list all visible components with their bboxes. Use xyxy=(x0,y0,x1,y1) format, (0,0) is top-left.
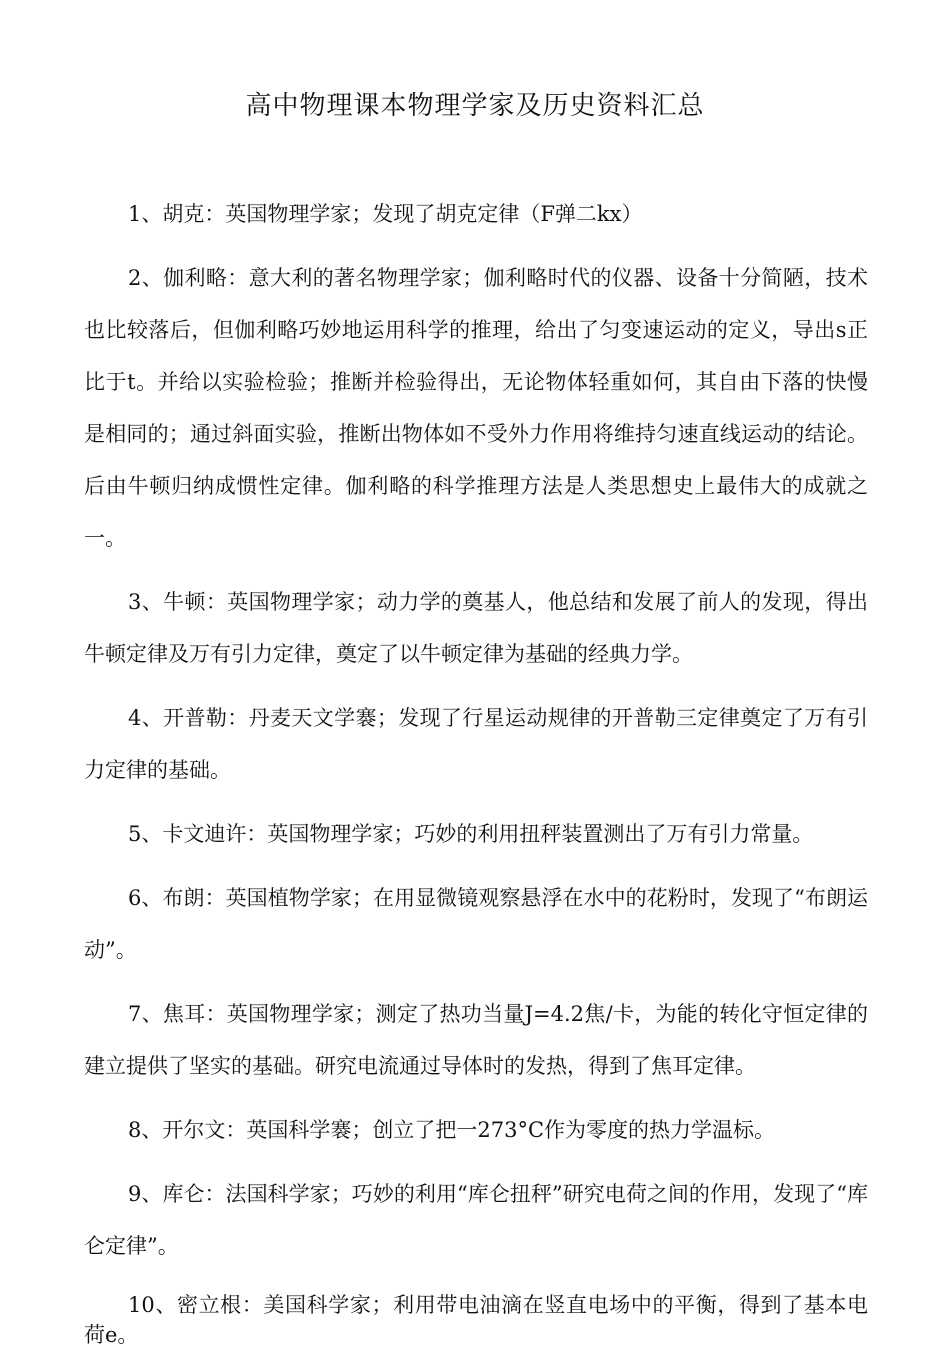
list-item-hooke: 1、胡克：英国物理学家；发现了胡克定律（F弹二kx） xyxy=(128,202,643,226)
list-item-brown: 6、布朗：英国植物学家；在用显微镜观察悬浮在水中的花粉时，发现了“布朗运动”。 xyxy=(84,886,868,962)
list-item-joule: 7、焦耳：英国物理学家；测定了热功当量J=4.2焦/卡，为能的转化守恒定律的建立提供了坚实的基础。研究电流通过导体时的发热，得到了焦耳定律。 xyxy=(84,1002,868,1078)
list-item-millikan: 10、密立根：美国科学家；利用带电油滴在竖直电场中的平衡，得到了基本电荷e。 xyxy=(84,1293,868,1347)
list-item-kepler: 4、开普勒：丹麦天文学褰；发现了行星运动规律的开普勒三定律奠定了万有引力定律的基础。 xyxy=(84,706,868,782)
list-item-newton: 3、牛顿：英国物理学家；动力学的奠基人，他总结和发展了前人的发现，得出牛顿定律及万有引力定律，奠定了以牛顿定律为基础的经典力学。 xyxy=(84,590,868,666)
list-item-kelvin: 8、开尔文：英国科学褰；创立了把一273°C作为零度的热力学温标。 xyxy=(128,1118,776,1142)
document-title: 高中物理课本物理学家及历史资料汇总 xyxy=(245,91,705,121)
list-item-coulomb: 9、库仑：法国科学家；巧妙的利用“库仑扭秤”研究电荷之间的作用，发现了“库仑定律”。 xyxy=(84,1182,868,1258)
list-item-galileo: 2、伽利略：意大利的著名物理学家；伽利略时代的仪器、设备十分简陋，技术也比较落后，但伽利略巧妙地运用科学的推理，给出了匀变速运动的定义，导出s正比于t。并给以实验检验；推断并检验得出，无论物体轻重如何，其自由下落的快慢是相同的；通过斜面实验，推断出物体如不受外力作用将维持匀速直线运动的结论。后由牛顿归纳成惯性定律。伽利略的科学推理方法是人类思想史上最伟大的成就之一。 xyxy=(84,266,868,550)
list-item-cavendish: 5、卡文迪许：英国物理学家；巧妙的利用扭秤装置测出了万有引力常量。 xyxy=(128,822,814,846)
document-body xyxy=(84,188,868,1362)
